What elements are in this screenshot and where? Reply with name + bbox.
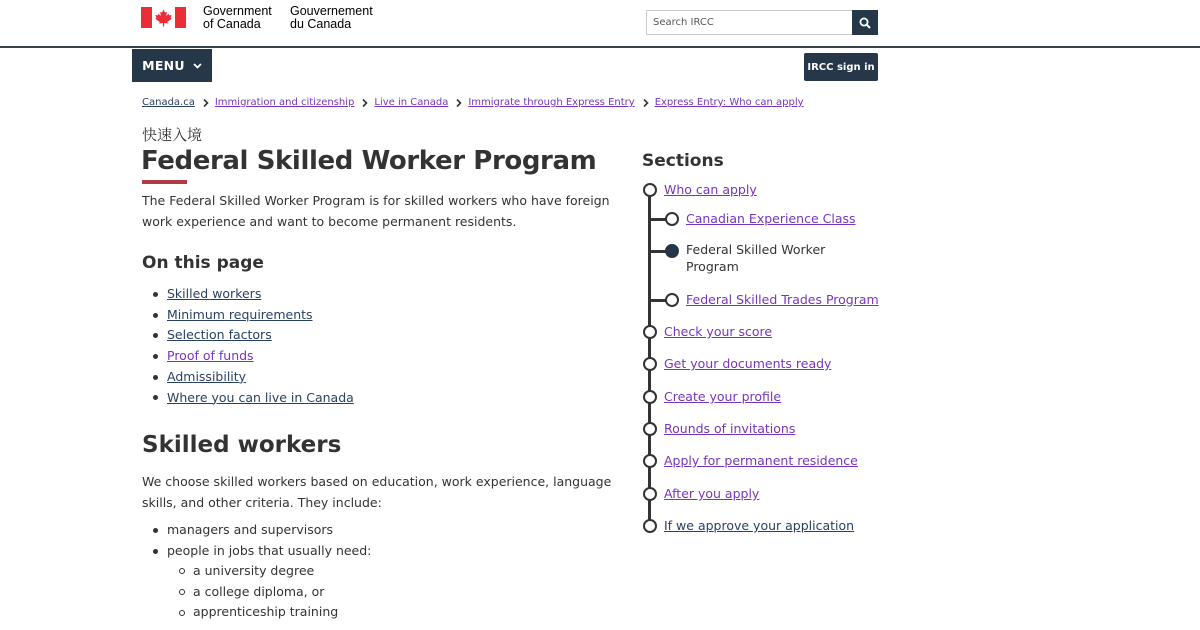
breadcrumb-link-immigration[interactable]: Immigration and citizenship [214,97,355,108]
menu-label: MENU [142,58,185,73]
step-get-documents-ready[interactable]: Get your documents ready [664,356,832,371]
circle-bullet-icon [179,568,185,574]
list-item [153,367,354,388]
bullet-icon [153,395,158,400]
skilled-workers-list [153,520,371,561]
canada-flag-icon[interactable] [141,7,186,28]
list-item [153,305,354,326]
chevron-right-icon [454,98,464,108]
bullet-icon [153,375,158,380]
step-node [665,293,679,307]
government-of-canada-signature[interactable] [203,5,272,30]
search-button[interactable] [852,10,878,35]
step-create-profile[interactable]: Create your profile [664,389,782,404]
step-node [643,325,657,339]
title-underline [142,180,187,184]
toc-link-skilled-workers[interactable]: Skilled workers [167,286,262,301]
bullet-icon [153,333,158,338]
list-item-text: apprenticeship training [193,604,339,620]
step-node [643,422,657,436]
intro-text: The Federal Skilled Worker Program is for skilled workers who have foreign work experience and want to become permanent residents. [142,193,610,229]
step-node [643,183,657,197]
step-apply-permanent-residence[interactable]: Apply for permanent residence [664,453,858,468]
gouvernement-du-canada-signature[interactable] [290,5,373,30]
sig-fr-line1: Gouvernement [290,4,373,18]
bullet-icon [153,292,158,297]
step-node [643,487,657,501]
list-item-text: people in jobs that usually need: [167,542,372,558]
site-header [0,0,1200,48]
chevron-right-icon [201,98,211,108]
step-check-your-score[interactable]: Check your score [664,324,773,339]
breadcrumb-link-express-entry[interactable]: Immigrate through Express Entry [468,97,635,108]
search-form [646,10,878,35]
list-item [179,582,338,603]
toc-link-proof-of-funds[interactable]: Proof of funds [167,348,254,364]
breadcrumb-link-live[interactable]: Live in Canada [374,97,449,108]
list-item-text: a university degree [193,563,315,578]
chevron-right-icon [641,98,651,108]
list-item [179,602,338,623]
on-this-page-heading: On this page [142,253,264,273]
breadcrumb-item [448,97,634,108]
breadcrumb-item [635,97,804,108]
skilled-workers-heading: Skilled workers [142,432,342,458]
circle-bullet-icon [179,610,185,616]
list-item [153,541,371,562]
toc-link-admissibility[interactable]: Admissibility [167,368,247,384]
skilled-workers-sublist [179,561,338,623]
step-federal-skilled-trades[interactable]: Federal Skilled Trades Program [686,292,879,307]
chevron-right-icon [360,98,370,108]
page-kicker: 快速入境 [142,126,203,144]
breadcrumb-item [195,97,355,108]
list-item [179,561,338,582]
sig-en-line1: Government [203,4,272,18]
step-rounds-of-invitations[interactable]: Rounds of invitations [664,421,796,436]
toc-link-where-you-can-live[interactable]: Where you can live in Canada [167,389,354,405]
toc-link-selection-factors[interactable]: Selection factors [167,327,272,343]
search-icon [859,17,871,29]
step-node [643,390,657,404]
on-this-page-list [153,284,354,408]
step-branch [650,218,668,221]
step-federal-skilled-worker-current: Federal Skilled Worker Program [686,242,826,274]
menu-button[interactable] [132,49,212,82]
bullet-icon [153,549,158,554]
list-item [153,284,354,305]
step-node [643,357,657,371]
step-who-can-apply[interactable]: Who can apply [664,182,757,197]
list-item [153,388,354,409]
breadcrumb-link-who-can-apply[interactable]: Express Entry: Who can apply [654,97,804,108]
search-input[interactable]: Search IRCC [646,10,852,35]
list-item-text: managers and supervisors [167,522,334,537]
bullet-icon [153,354,158,359]
step-node [643,519,657,533]
breadcrumb [142,97,804,108]
breadcrumb-item [142,97,195,108]
sections-heading: Sections [642,151,724,171]
ircc-sign-in-button[interactable]: IRCC sign in [804,53,878,81]
step-if-we-approve[interactable]: If we approve your application [664,518,855,533]
sig-fr-line2: du Canada [290,16,352,31]
circle-bullet-icon [179,589,185,595]
page-title: Federal Skilled Worker Program [141,146,597,176]
list-item [153,325,354,346]
list-item [153,346,354,367]
bullet-icon [153,313,158,318]
step-node [665,212,679,226]
breadcrumb-link-canada[interactable]: Canada.ca [142,97,195,108]
step-branch [650,250,668,253]
chevron-down-icon [193,63,202,69]
toc-link-minimum-requirements[interactable]: Minimum requirements [167,306,313,322]
bullet-icon [153,528,158,533]
list-item [153,520,371,541]
stepper-line [648,190,651,526]
step-after-you-apply[interactable]: After you apply [664,486,760,501]
step-canadian-experience-class[interactable]: Canadian Experience Class [686,211,856,226]
breadcrumb-item [354,97,448,108]
step-node [643,454,657,468]
sig-en-line2: of Canada [203,16,261,31]
skilled-workers-text: We choose skilled workers based on education, work experience, language skills, and other criteria. They include: [142,474,612,510]
current-step-node [665,244,679,258]
list-item-text: a college diploma, or [193,583,325,599]
step-branch [650,299,668,302]
